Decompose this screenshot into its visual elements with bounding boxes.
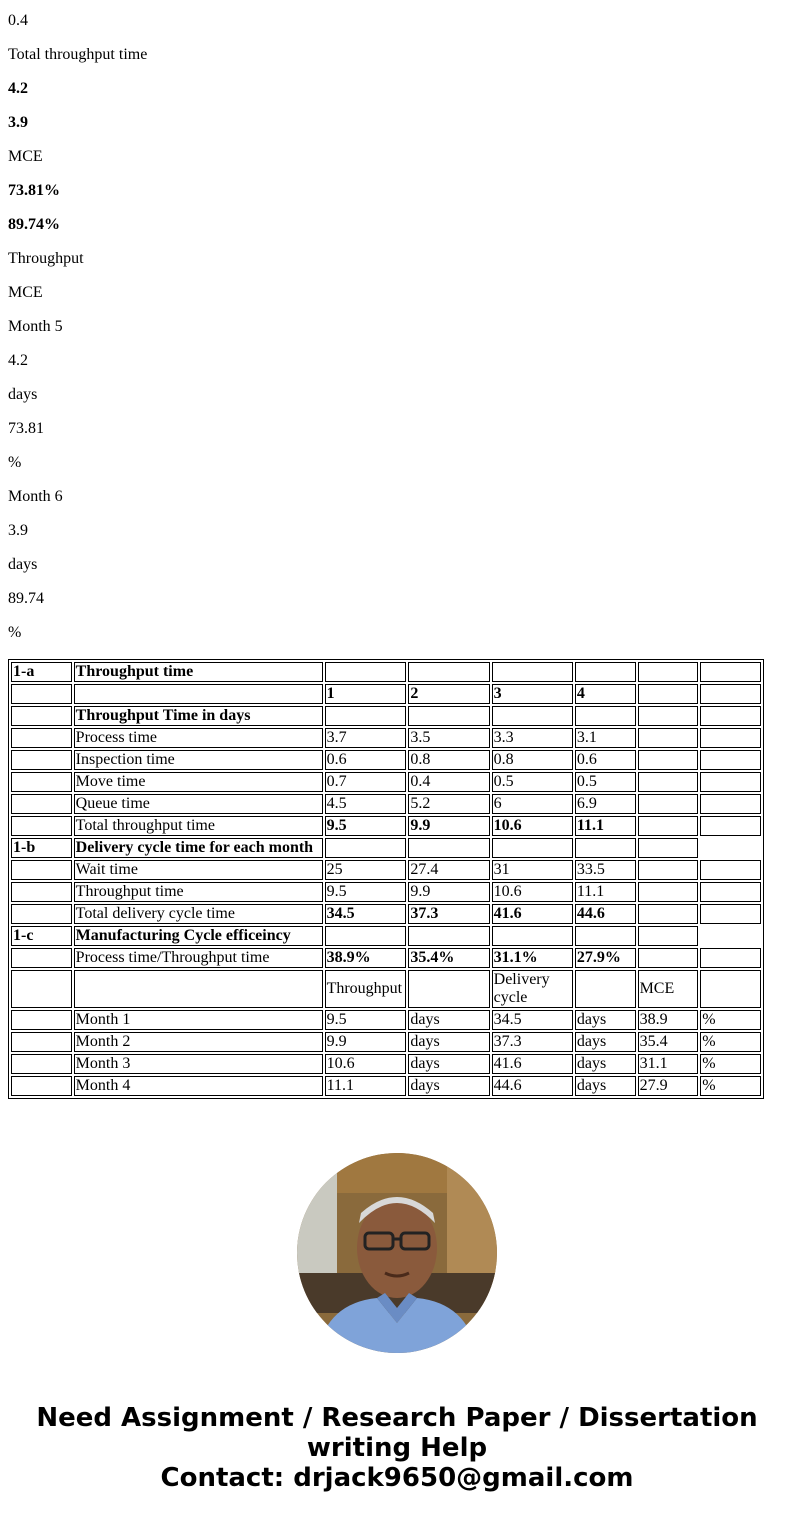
table-row xyxy=(11,816,761,836)
table-cell: days xyxy=(575,1076,636,1096)
table-cell xyxy=(638,904,699,924)
table-cell xyxy=(408,970,489,1008)
table-cell: Throughput time xyxy=(74,882,323,902)
table-cell: days xyxy=(408,1010,489,1030)
table-cell: 25 xyxy=(325,860,407,880)
text-line: 4.2 xyxy=(8,80,28,97)
table-cell: 11.1 xyxy=(575,816,636,836)
table-row xyxy=(11,970,761,1008)
table-cell xyxy=(700,662,761,682)
table-cell: days xyxy=(575,1054,636,1074)
table-row xyxy=(11,662,761,682)
table-cell xyxy=(700,838,761,858)
table-row xyxy=(11,948,761,968)
table-cell: 10.6 xyxy=(492,816,573,836)
text-lines xyxy=(8,12,147,658)
table-cell xyxy=(700,948,761,968)
table-cell: Inspection time xyxy=(74,750,323,770)
table-row xyxy=(11,794,761,814)
table-cell xyxy=(11,684,72,704)
table-row xyxy=(11,882,761,902)
text-line: % xyxy=(8,624,22,641)
table-cell: 44.6 xyxy=(575,904,636,924)
table-cell xyxy=(700,706,761,726)
table-cell: 41.6 xyxy=(492,904,573,924)
text-line: days xyxy=(8,386,38,403)
table-cell xyxy=(11,794,72,814)
table-cell: Manufacturing Cycle efficeincy xyxy=(74,926,323,946)
table-cell xyxy=(325,838,407,858)
table-cell xyxy=(638,662,699,682)
contact-banner xyxy=(0,1403,794,1493)
table-cell: Month 1 xyxy=(74,1010,323,1030)
table-cell: 0.8 xyxy=(408,750,489,770)
avatar xyxy=(297,1153,497,1353)
table-cell: % xyxy=(700,1076,761,1096)
table-cell xyxy=(11,860,72,880)
table-cell: Throughput xyxy=(325,970,407,1008)
table-row xyxy=(11,1010,761,1030)
table-cell: 0.6 xyxy=(575,750,636,770)
table-cell: 4 xyxy=(575,684,636,704)
table-cell: days xyxy=(408,1054,489,1074)
table-row xyxy=(11,772,761,792)
table-cell: 1 xyxy=(325,684,407,704)
table-cell: Process time/Throughput time xyxy=(74,948,323,968)
calculation-table xyxy=(8,659,764,1099)
table-cell xyxy=(700,728,761,748)
text-line: MCE xyxy=(8,148,43,165)
table-cell: 27.4 xyxy=(408,860,489,880)
table-cell: Throughput time xyxy=(74,662,323,682)
table-cell: Month 4 xyxy=(74,1076,323,1096)
table-cell xyxy=(638,926,699,946)
table-cell: 27.9 xyxy=(638,1076,699,1096)
table-cell: Month 2 xyxy=(74,1032,323,1052)
table-row xyxy=(11,750,761,770)
table-cell xyxy=(638,816,699,836)
table-cell xyxy=(74,684,323,704)
text-line: 3.9 xyxy=(8,114,28,131)
table-cell: days xyxy=(575,1010,636,1030)
table-cell xyxy=(11,728,72,748)
text-line: 0.4 xyxy=(8,12,28,29)
text-line: 73.81% xyxy=(8,182,60,199)
table-cell: Queue time xyxy=(74,794,323,814)
banner-contact: Contact: drjack9650@gmail.com xyxy=(160,1463,634,1493)
table-cell: 5.2 xyxy=(408,794,489,814)
table-row xyxy=(11,684,761,704)
table-cell: Total throughput time xyxy=(74,816,323,836)
table-row xyxy=(11,860,761,880)
table-cell: Month 3 xyxy=(74,1054,323,1074)
table-cell: 3 xyxy=(492,684,573,704)
table-cell xyxy=(492,926,573,946)
table-cell: 35.4 xyxy=(638,1032,699,1052)
text-line: 89.74% xyxy=(8,216,60,233)
table-cell xyxy=(700,904,761,924)
table-cell xyxy=(11,816,72,836)
table-cell: % xyxy=(700,1054,761,1074)
table-cell: 0.8 xyxy=(492,750,573,770)
table-cell: 0.4 xyxy=(408,772,489,792)
table-cell xyxy=(408,926,489,946)
table-cell: 9.5 xyxy=(325,1010,407,1030)
table-cell xyxy=(325,706,407,726)
table-row xyxy=(11,1076,761,1096)
table-cell: 44.6 xyxy=(492,1076,573,1096)
table-cell xyxy=(575,926,636,946)
table-row xyxy=(11,838,761,858)
table-cell xyxy=(11,904,72,924)
table-cell: 1-c xyxy=(11,926,72,946)
table-cell: 0.7 xyxy=(325,772,407,792)
table-cell: days xyxy=(575,1032,636,1052)
table-cell: 9.9 xyxy=(408,816,489,836)
table-cell: Total delivery cycle time xyxy=(74,904,323,924)
table-cell: 1-b xyxy=(11,838,72,858)
table-cell xyxy=(11,750,72,770)
table-cell: 37.3 xyxy=(492,1032,573,1052)
table-row xyxy=(11,706,761,726)
text-line: Month 6 xyxy=(8,488,63,505)
table-cell: Move time xyxy=(74,772,323,792)
text-line: 4.2 xyxy=(8,352,28,369)
table-cell xyxy=(11,948,72,968)
table-cell: 3.5 xyxy=(408,728,489,748)
table-cell xyxy=(11,1010,72,1030)
table-cell: 10.6 xyxy=(492,882,573,902)
table-cell: 35.4% xyxy=(408,948,489,968)
table-cell xyxy=(700,860,761,880)
table-row xyxy=(11,1054,761,1074)
table-cell xyxy=(700,816,761,836)
table-cell xyxy=(700,684,761,704)
table-cell: 6 xyxy=(492,794,573,814)
table-cell: 9.9 xyxy=(408,882,489,902)
table-cell: Process time xyxy=(74,728,323,748)
table-cell: days xyxy=(408,1032,489,1052)
table-cell xyxy=(325,662,407,682)
text-line: 3.9 xyxy=(8,522,28,539)
table-cell xyxy=(638,772,699,792)
table-cell xyxy=(11,1032,72,1052)
table-cell: 34.5 xyxy=(325,904,407,924)
table-cell xyxy=(575,662,636,682)
table-cell xyxy=(11,772,72,792)
table-cell xyxy=(492,838,573,858)
table-cell: 37.3 xyxy=(408,904,489,924)
text-line: Throughput xyxy=(8,250,84,267)
table-cell: 31.1 xyxy=(638,1054,699,1074)
table-cell xyxy=(638,838,699,858)
text-line: days xyxy=(8,556,38,573)
table-cell: 38.9 xyxy=(638,1010,699,1030)
table-cell xyxy=(638,794,699,814)
table-cell: 31 xyxy=(492,860,573,880)
table-cell xyxy=(74,970,323,1008)
table-cell xyxy=(408,706,489,726)
table-body xyxy=(11,662,761,1096)
table-cell xyxy=(11,882,72,902)
text-line: Month 5 xyxy=(8,318,63,335)
table-cell xyxy=(11,1054,72,1074)
text-line: Total throughput time xyxy=(8,46,148,63)
table-cell: 10.6 xyxy=(325,1054,407,1074)
table-cell: 4.5 xyxy=(325,794,407,814)
table-cell: Delivery cycle xyxy=(492,970,573,1008)
table-row xyxy=(11,1032,761,1052)
table-cell xyxy=(11,1076,72,1096)
table-cell: days xyxy=(408,1076,489,1096)
table-cell: 33.5 xyxy=(575,860,636,880)
table-row xyxy=(11,728,761,748)
table-cell xyxy=(11,706,72,726)
table-cell: Delivery cycle time for each month xyxy=(74,838,323,858)
table-cell: 9.5 xyxy=(325,816,407,836)
table-cell xyxy=(575,970,636,1008)
text-line: MCE xyxy=(8,284,43,301)
table-cell: 0.6 xyxy=(325,750,407,770)
table-cell xyxy=(700,926,761,946)
text-line: % xyxy=(8,454,22,471)
table-cell xyxy=(700,794,761,814)
table-cell: MCE xyxy=(638,970,699,1008)
table-cell: 31.1% xyxy=(492,948,573,968)
table-cell xyxy=(638,684,699,704)
table-cell: 3.1 xyxy=(575,728,636,748)
table-cell xyxy=(408,662,489,682)
table-cell: 11.1 xyxy=(325,1076,407,1096)
table-row xyxy=(11,926,761,946)
table-cell xyxy=(325,926,407,946)
table-cell: 3.3 xyxy=(492,728,573,748)
table-cell xyxy=(408,838,489,858)
table-cell: 34.5 xyxy=(492,1010,573,1030)
table-cell: % xyxy=(700,1010,761,1030)
table-cell xyxy=(700,970,761,1008)
table-cell: Wait time xyxy=(74,860,323,880)
table-cell xyxy=(638,882,699,902)
table-cell xyxy=(638,948,699,968)
table-cell xyxy=(638,750,699,770)
table-cell: 3.7 xyxy=(325,728,407,748)
table-cell: % xyxy=(700,1032,761,1052)
table-cell: 38.9% xyxy=(325,948,407,968)
banner-line-1: Need Assignment / Research Paper / Dissertation xyxy=(36,1403,758,1433)
table-cell xyxy=(700,750,761,770)
table-cell xyxy=(492,662,573,682)
text-line: 89.74 xyxy=(8,590,44,607)
table-cell: 1-a xyxy=(11,662,72,682)
table-cell xyxy=(492,706,573,726)
table-cell: 27.9% xyxy=(575,948,636,968)
table-row xyxy=(11,904,761,924)
table-cell: 6.9 xyxy=(575,794,636,814)
table-cell: 11.1 xyxy=(575,882,636,902)
table-cell: 0.5 xyxy=(575,772,636,792)
table-cell: 41.6 xyxy=(492,1054,573,1074)
text-line: 73.81 xyxy=(8,420,44,437)
person-photo-icon xyxy=(297,1153,497,1353)
table-cell: 2 xyxy=(408,684,489,704)
table-cell xyxy=(638,860,699,880)
table-cell xyxy=(700,882,761,902)
table-cell: 9.5 xyxy=(325,882,407,902)
table-cell xyxy=(638,706,699,726)
table-cell xyxy=(638,728,699,748)
table-cell xyxy=(575,838,636,858)
table-cell xyxy=(700,772,761,792)
table-cell: 9.9 xyxy=(325,1032,407,1052)
table-cell: 0.5 xyxy=(492,772,573,792)
banner-line-2: writing Help xyxy=(306,1433,488,1463)
table-cell xyxy=(11,970,72,1008)
table-cell: Throughput Time in days xyxy=(74,706,323,726)
table-cell xyxy=(575,706,636,726)
